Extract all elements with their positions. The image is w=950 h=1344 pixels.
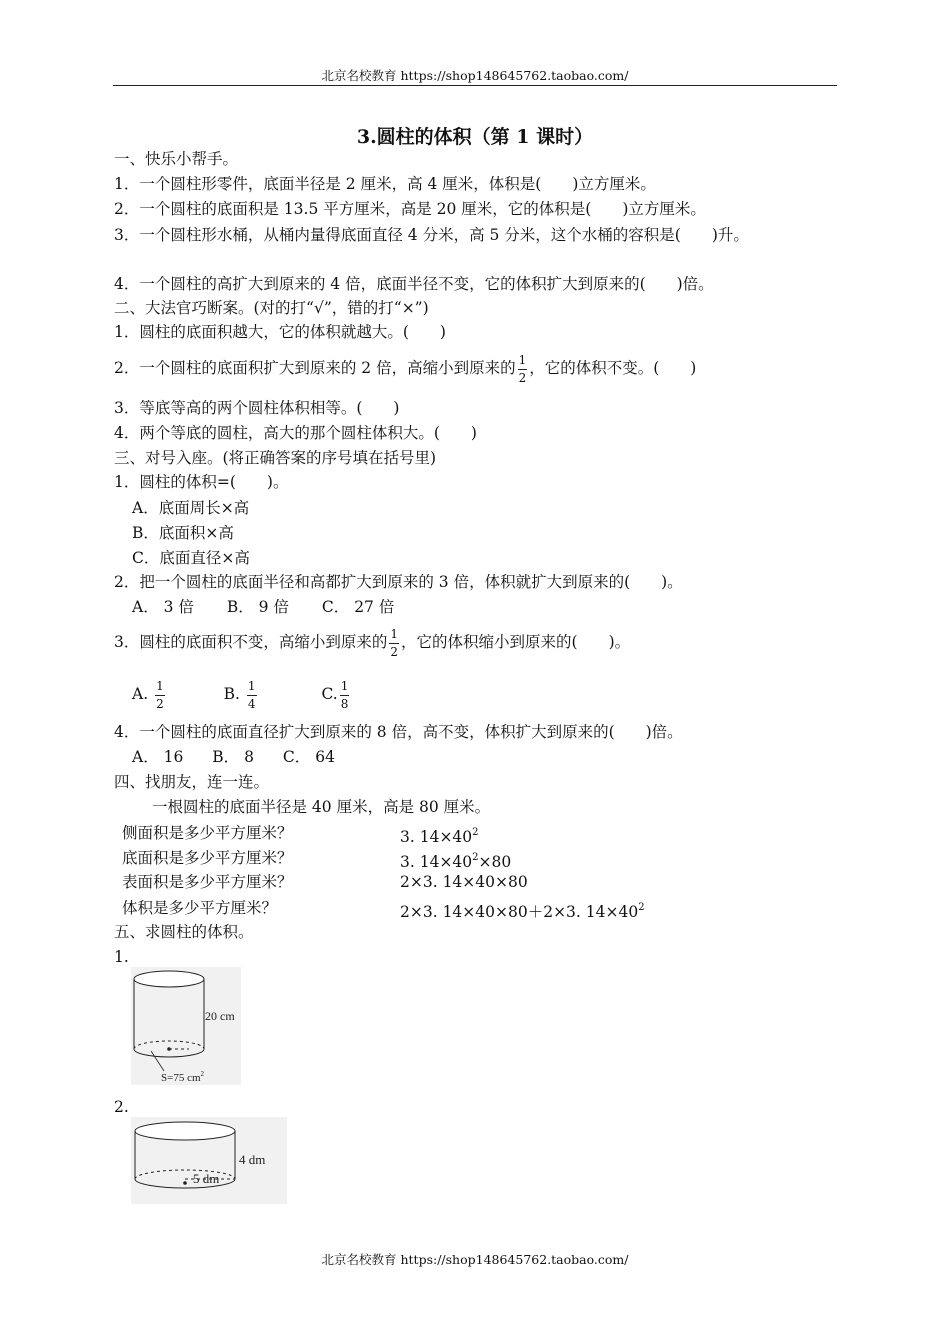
s3-q3-option-c: C. $\frac{1}{8}$ (321, 678, 349, 711)
s2-question-2 (114, 348, 696, 388)
section-3-heading: 三、对号入座。(将正确答案的序号填在括号里) (114, 449, 437, 467)
s4-intro: 一根圆柱的底面半径是 40 厘米，高是 80 厘米。 (152, 798, 491, 816)
s1-question-4: 4．一个圆柱的高扩大到原来的 4 倍，底面半径不变，它的体积扩大到原来的( )倍。 (114, 275, 714, 293)
section-1-heading: 一、快乐小帮手。 (114, 150, 239, 168)
s3-q2-option-b: B． 9 倍 (226, 598, 289, 616)
s1-question-1: 1．一个圆柱形零件，底面半径是 2 厘米，高 4 厘米，体积是( )立方厘米。 (114, 175, 656, 193)
fraction-one-eighth: $\frac{1}{8}$ (340, 678, 349, 711)
s3-q2-options (132, 597, 394, 617)
page-header: 北京名校教育 https://shop148645762.taobao.com/ (321, 68, 629, 83)
s3-q2-option-c: C． 27 倍 (321, 598, 395, 616)
s1-question-3: 3．一个圆柱形水桶，从桶内量得底面直径 4 分米，高 5 分米，这个水桶的容积是( )升。 (114, 226, 749, 244)
section-2-heading: 二、大法官巧断案。(对的打“√”，错的打“×”) (114, 299, 429, 317)
fraction-one-half: $\frac{1}{2}$ (390, 626, 399, 659)
s2-question-2-text-a: 2．一个圆柱的底面积扩大到原来的 2 倍，高缩小到原来的 (114, 359, 516, 377)
page-footer: 北京名校教育 https://shop148645762.taobao.com/ (321, 1252, 629, 1267)
fraction-one-half: $\frac{1}{2}$ (156, 678, 164, 711)
s4-right-item: 3. $14\times 40^2$ (400, 827, 479, 846)
s3-q1-option-a: A．底面周长×高 (132, 499, 250, 517)
fig2-radius-label: 5 dm (193, 1171, 220, 1186)
s3-q3-option-b: B. $\frac{1}{4}$ (223, 678, 256, 711)
s2-question-2-text-b: ，它的体积不变。( ) (529, 359, 697, 377)
fig1-area-label: S=75 $cm^2$ (161, 1070, 205, 1084)
page-title: 3.圆柱的体积（第 1 课时） (356, 126, 594, 148)
s4-right-item: 2×3. 14×40×80 (400, 873, 528, 891)
s3-question-4: 4．一个圆柱的底面直径扩大到原来的 8 倍，高不变，体积扩大到原来的( )倍。 (114, 723, 683, 741)
s2-question-1: 1．圆柱的底面积越大，它的体积就越大。( ) (114, 323, 446, 341)
s3-question-2: 2．把一个圆柱的底面半径和高都扩大到原来的 3 倍，体积就扩大到原来的( )。 (114, 573, 683, 591)
cylinder-figure-1 (131, 967, 241, 1085)
s2-question-3: 3．等底等高的两个圆柱体积相等。( ) (114, 399, 400, 417)
s3-q4-option-b: B． 8 (212, 748, 254, 766)
s3-q4-option-c: C． 64 (282, 748, 335, 766)
header-rule (113, 85, 837, 86)
s3-q1-option-b: B．底面积×高 (132, 524, 234, 542)
s3-question-3-text-b: ，它的体积缩小到原来的( )。 (401, 633, 631, 651)
s4-right-item: 3. $14\times 40^2\times 80$ (400, 852, 512, 871)
s5-item-1-number: 1. (114, 948, 129, 966)
s3-q3-option-a: A. $\frac{1}{2}$ (132, 678, 164, 711)
s3-question-3 (114, 622, 630, 662)
s5-item-2-number: 2. (114, 1098, 129, 1116)
cylinder-figure-2 (131, 1117, 287, 1204)
s4-left-item: 侧面积是多少平方厘米？ (122, 824, 293, 842)
section-4-heading: 四、找朋友，连一连。 (114, 773, 270, 791)
fraction-one-half: $\frac{1}{2}$ (518, 352, 527, 385)
s4-left-item: 表面积是多少平方厘米？ (122, 873, 293, 891)
s3-q2-option-a: A． 3 倍 (132, 598, 194, 616)
fig1-height-label: 20 cm (205, 1009, 235, 1023)
s3-question-3-text-a: 3．圆柱的底面积不变，高缩小到原来的 (114, 633, 388, 651)
fraction-one-quarter: $\frac{1}{4}$ (247, 678, 256, 711)
s4-left-item: 底面积是多少平方厘米？ (122, 849, 293, 867)
s3-question-1: 1．圆柱的体积=( )。 (114, 473, 289, 491)
s4-left-item: 体积是多少平方厘米？ (122, 899, 278, 917)
s3-q1-option-c: C．底面直径×高 (132, 549, 250, 567)
s3-q4-options (132, 747, 335, 767)
s4-right-item: 2×3. 14×40×80＋2×3. $14\times 40^2$ (400, 902, 645, 921)
s3-q3-options (132, 674, 351, 714)
section-5-heading: 五、求圆柱的体积。 (114, 923, 254, 941)
s1-question-2: 2．一个圆柱的底面积是 13.5 平方厘米，高是 20 厘米，它的体积是( )立方厘米。 (114, 200, 706, 218)
s3-q4-option-a: A． 16 (132, 748, 184, 766)
s2-question-4: 4．两个等底的圆柱，高大的那个圆柱体积大。( ) (114, 424, 477, 442)
fig2-height-label: 4 dm (239, 1152, 266, 1167)
